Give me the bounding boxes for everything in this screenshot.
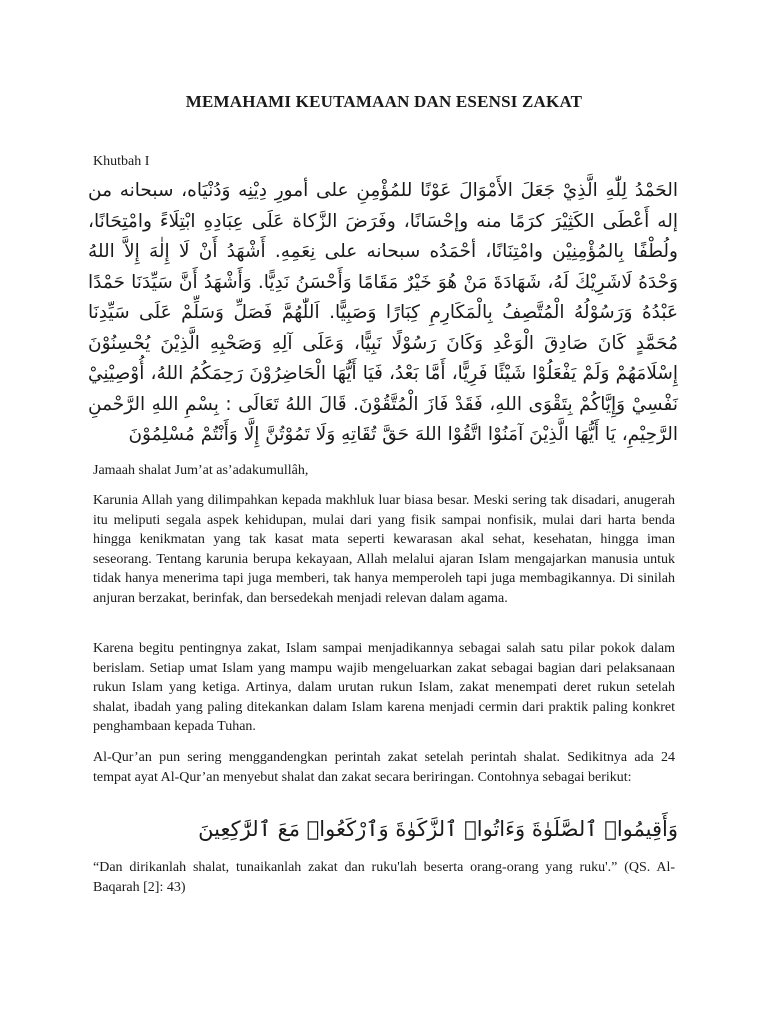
greeting-line: Jamaah shalat Jum’at as’adakumullâh, <box>93 463 309 478</box>
arabic-verse: وَأَقِيمُوا۟ ٱلصَّلَوٰةَ وَءَاتُوا۟ ٱلزَّكَوٰةَ وَٱرْكَعُوا۟ مَعَ ٱلرَّٰكِعِينَ <box>198 817 678 841</box>
arabic-opening-text: الحَمْدُ لِلّٰهِ الَّذِيْ جَعَلَ الأَمْوَالَ عَوْنًا للمُؤْمِنِ على أمورِ دِيْنِه وَدُنْيَاه، سبحانه من إله أَعْطَى الكَثِيْرَ كرَمًا منه وإحْسَانًا، وفَرَضَ الزَّكاة عَلَى عِبَادِهِ ابْتِلَاءً وامْتِحَانًا، ولُطْفًا بِالمُؤْمِنِيْن وامْتِنَانًا، أحْمَدُه سبحانه على نِعَمِهِ. أَشْهَدُ أَنْ لَا إِلٰهَ إِلاَّ اللهُ وَحْدَهُ لَاشَرِيْكَ لَهُ، شَهَادَةَ مَنْ هُوَ خَيْرٌ مَقَامًا وَأَحْسَنُ نَدِيًّا. وَأَشْهَدُ أَنَّ سَيِّدَنَا حَمْدًا عَبْدُهُ وَرَسُوْلُهُ الْمُتَّصِفُ بِالْمَكَارِمِ كِبَارًا وَصَبِيًّا. اَللّٰهُمَّ فَصَلِّ وَسَلِّمْ عَلَى سَيِّدِنَا مُحَمَّدٍ كَانَ صَادِقَ الْوَعْدِ وَكَانَ رَسُوْلًا نَبِيًّا، وَعَلَى آلِهِ وَصَحْبِهِ الَّذِيْنَ يُحْسِنُوْنَ إِسْلَامَهُمْ وَلَمْ يَفْعَلُوْا شَيْئًا فَرِيًّا، أَمَّا بَعْدُ، فَيَا أَيُّهَا الْحَاضِرُوْنَ رَحِمَكُمُ اللهُ، أُوْصِيْنِيْ نَفْسِيْ وَإِيَّاكُمْ بِتَقْوَى اللهِ، فَقَدْ فَازَ الْمُتَّقُوْنَ. قَالَ اللهُ تَعَالَى : بِسْمِ اللهِ الرَّحْمنِ الرَّحِيْمِ، يَا أَيُّهَا الَّذِيْنَ آمَنُوْا اتَّقُوْا اللهَ حَقَّ تُقَاتِهِ وَلَا تَمُوْتُنَّ إِلَّا وَأَنْتُمْ مُسْلِمُوْنَ <box>88 180 678 445</box>
section-heading: Khutbah I <box>93 154 150 169</box>
verse-translation: “Dan dirikanlah shalat, tunaikanlah zakat dan ruku'lah beserta orang-orang yang ruku'.” (QS. Al-Baqarah [2]: 43) <box>93 860 675 895</box>
paragraph-2: Karena begitu pentingnya zakat, Islam sampai menjadikannya sebagai salah satu pilar pokok dalam berislam. Setiap umat Islam yang mampu wajib mengeluarkan zakat sebagai bagian dari pelaksanaan rukun Islam yang ketiga. Artinya, dalam urutan rukun Islam, zakat menempati deret rukun setelah shalat, ibadah yang paling ditekankan dalam Islam karena menjadi cermin dari praktik paling konkret penghambaan kepada Tuhan. <box>93 641 675 734</box>
paragraph-1: Karunia Allah yang dilimpahkan kepada makhluk luar biasa besar. Meski sering tak disadari, anugerah itu meliputi segala aspek kehidupan, mulai dari yang fisik sampai nonfisik, mulai dari harta benda hingga kenikmatan yang tak kasat mata seperti kewarasan akal sehat, kesehatan, hingga iman seseorang. Tentang karunia berupa kekayaan, Allah melalui ajaran Islam mengajarkan manusia untuk tidak hanya menerima tapi juga memberi, tak hanya memperoleh tapi juga membagikannya. Di sinilah anjuran berzakat, berinfak, dan bersedekah menjadi relevan dalam agama. <box>93 493 675 606</box>
document-title: MEMAHAMI KEUTAMAAN DAN ESENSI ZAKAT <box>185 92 583 111</box>
paragraph-3: Al-Qur’an pun sering menggandengkan perintah zakat setelah perintah shalat. Sedikitnya ada 24 tempat ayat Al-Qur’an menyebut shalat dan zakat secara beriringan. Contohnya sebagai berikut: <box>93 750 675 785</box>
